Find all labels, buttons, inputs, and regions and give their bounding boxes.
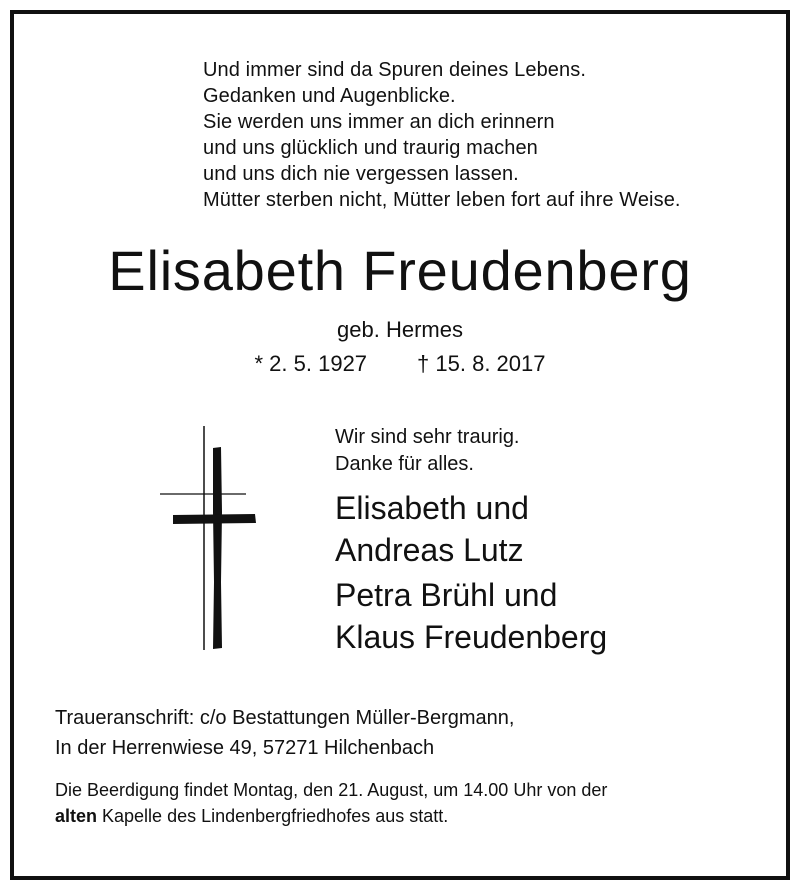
funeral-line-rest: Kapelle des Lindenbergfriedhofes aus statt. — [97, 806, 449, 826]
mourner-line: Petra Brühl und — [335, 577, 558, 613]
mourner-line: Elisabeth und — [335, 490, 529, 526]
mourning-address — [55, 703, 514, 763]
life-dates — [0, 350, 800, 378]
funeral-line — [55, 803, 607, 829]
intro-line: Danke für alles. — [335, 453, 474, 475]
address-line: In der Herrenwiese 49, 57271 Hilchenbach — [55, 737, 435, 759]
poem-line: und uns dich nie vergessen lassen. — [203, 163, 519, 185]
poem-line: Gedanken und Augenblicke. — [203, 85, 456, 107]
mourner-line: Klaus Freudenberg — [335, 619, 608, 655]
mourners-intro — [335, 424, 520, 478]
address-line: Traueranschrift: c/o Bestattungen Müller-Bergmann, — [55, 707, 515, 729]
deceased-name: Elisabeth Freudenberg — [108, 239, 692, 302]
mourner-group — [335, 574, 607, 658]
poem-line: Sie werden uns immer an dich erinnern — [203, 111, 555, 133]
mourner-group — [335, 487, 607, 571]
funeral-bold-word: alten — [55, 806, 98, 826]
poem-line: Und immer sind da Spuren deines Lebens. — [203, 59, 587, 81]
poem-line: und uns glücklich und traurig machen — [203, 137, 538, 159]
birth-date: * 2. 5. 1927 — [254, 351, 368, 376]
mourners-list — [335, 487, 607, 661]
intro-line: Wir sind sehr traurig. — [335, 426, 520, 448]
funeral-notice — [55, 777, 607, 829]
mourner-line: Andreas Lutz — [335, 532, 524, 568]
memorial-poem — [203, 57, 681, 213]
maiden-name: geb. Hermes — [337, 317, 463, 342]
cross-icon — [160, 422, 260, 654]
poem-line: Mütter sterben nicht, Mütter leben fort auf ihre Weise. — [203, 189, 681, 211]
death-date: † 15. 8. 2017 — [417, 351, 546, 376]
funeral-line: Die Beerdigung findet Montag, den 21. August, um 14.00 Uhr von der — [55, 780, 608, 800]
